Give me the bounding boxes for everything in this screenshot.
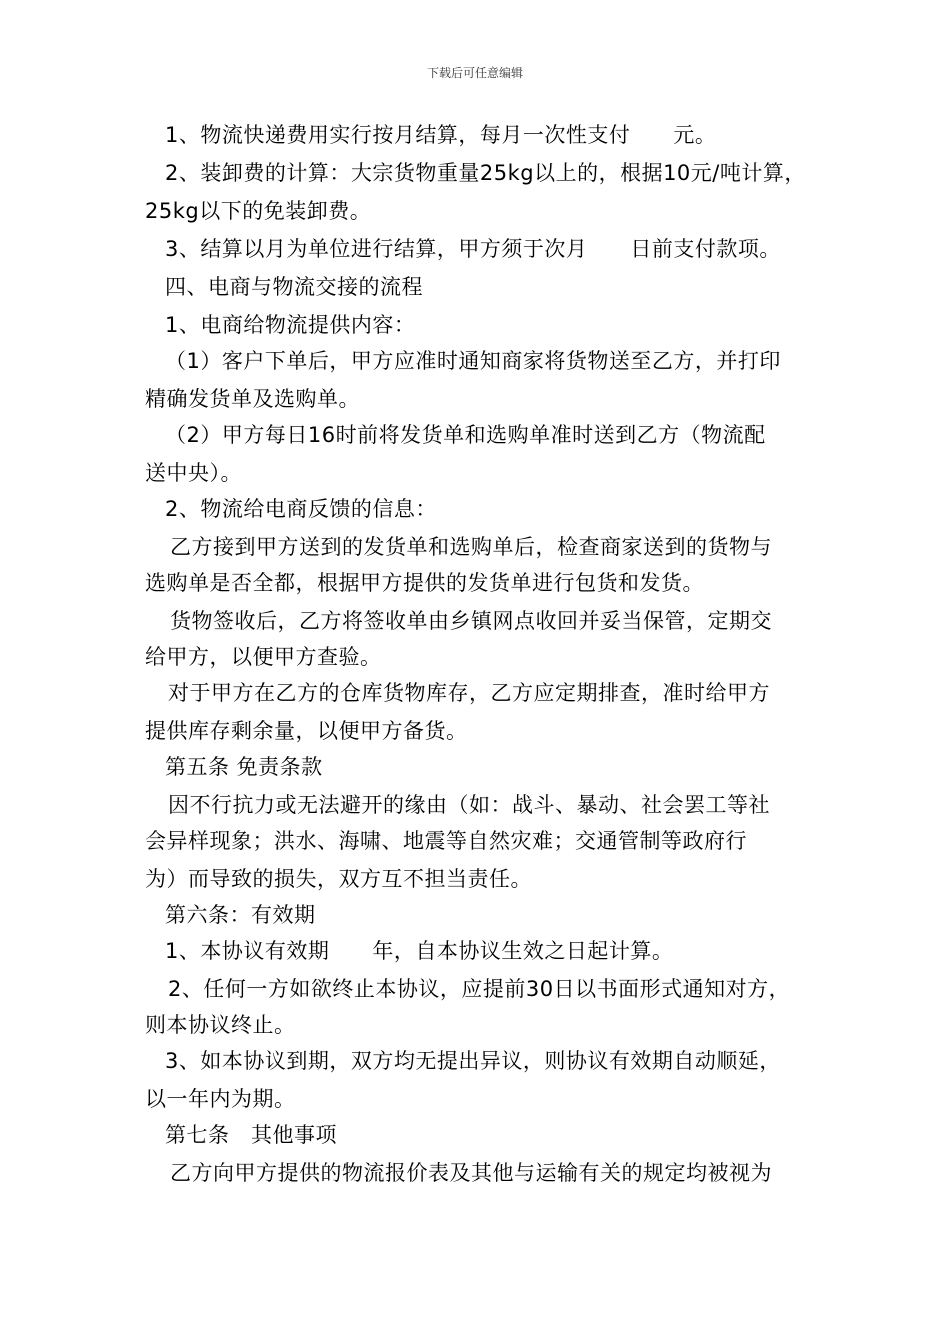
text-line: 1、电商给物流提供内容：	[165, 313, 416, 337]
section-heading: 四、电商与物流交接的流程	[165, 275, 423, 299]
text-line: （2）甲方每日16时前将发货单和选购单准时送到乙方（物流配	[165, 423, 766, 447]
text-line: 送中央）。	[145, 461, 242, 485]
text-line: 选购单是否全都，根据甲方提供的发货单进行包货和发货。	[145, 571, 704, 595]
section-heading: 第七条 其他事项	[165, 1123, 337, 1147]
text-line: 2、装卸费的计算：大宗货物重量25kg以上的，根据10元/吨计算，	[165, 161, 806, 185]
text-line: （1）客户下单后，甲方应准时通知商家将货物送至乙方，并打印	[165, 349, 781, 373]
text-line: 则本协议终止。	[145, 1013, 296, 1037]
page-header: 下载后可任意编辑	[426, 66, 523, 80]
text-line: 2、物流给电商反馈的信息：	[165, 497, 437, 521]
text-line: 2、任何一方如欲终止本协议，应提前30日以书面形式通知对方，	[168, 977, 791, 1001]
text-line: 3、如本协议到期，双方均无提出异议，则协议有效期自动顺延，	[165, 1049, 781, 1073]
text-line: 25kg以下的免装卸费。	[145, 199, 372, 223]
section-heading: 第六条：有效期	[165, 903, 316, 927]
text-line: 为）而导致的损失，双方互不担当责任。	[145, 867, 532, 891]
text-line: 1、物流快递费用实行按月结算，每月一次性支付 元。	[165, 123, 717, 147]
text-line: 以一年内为期。	[145, 1087, 296, 1111]
text-line: 乙方接到甲方送到的发货单和选购单后，检查商家送到的货物与	[170, 535, 772, 559]
text-line: 会异样现象；洪水、海啸、地震等自然灾难；交通管制等政府行	[145, 829, 747, 853]
text-line: 因不行抗力或无法避开的缘由（如：战斗、暴动、社会罢工等社	[168, 793, 770, 817]
section-heading: 第五条 免责条款	[165, 755, 323, 779]
text-line: 1、本协议有效期 年，自本协议生效之日起计算。	[165, 939, 674, 963]
text-line: 3、结算以月为单位进行结算，甲方须于次月 日前支付款项。	[165, 237, 781, 261]
text-line: 乙方向甲方提供的物流报价表及其他与运输有关的规定均被视为	[170, 1161, 772, 1185]
text-line: 提供库存剩余量，以便甲方备货。	[145, 719, 468, 743]
text-line: 精确发货单及选购单。	[145, 387, 360, 411]
text-line: 货物签收后，乙方将签收单由乡镇网点收回并妥当保管，定期交	[170, 609, 772, 633]
text-line: 对于甲方在乙方的仓库货物库存，乙方应定期排查，准时给甲方	[168, 681, 770, 705]
text-line: 给甲方，以便甲方查验。	[145, 645, 382, 669]
